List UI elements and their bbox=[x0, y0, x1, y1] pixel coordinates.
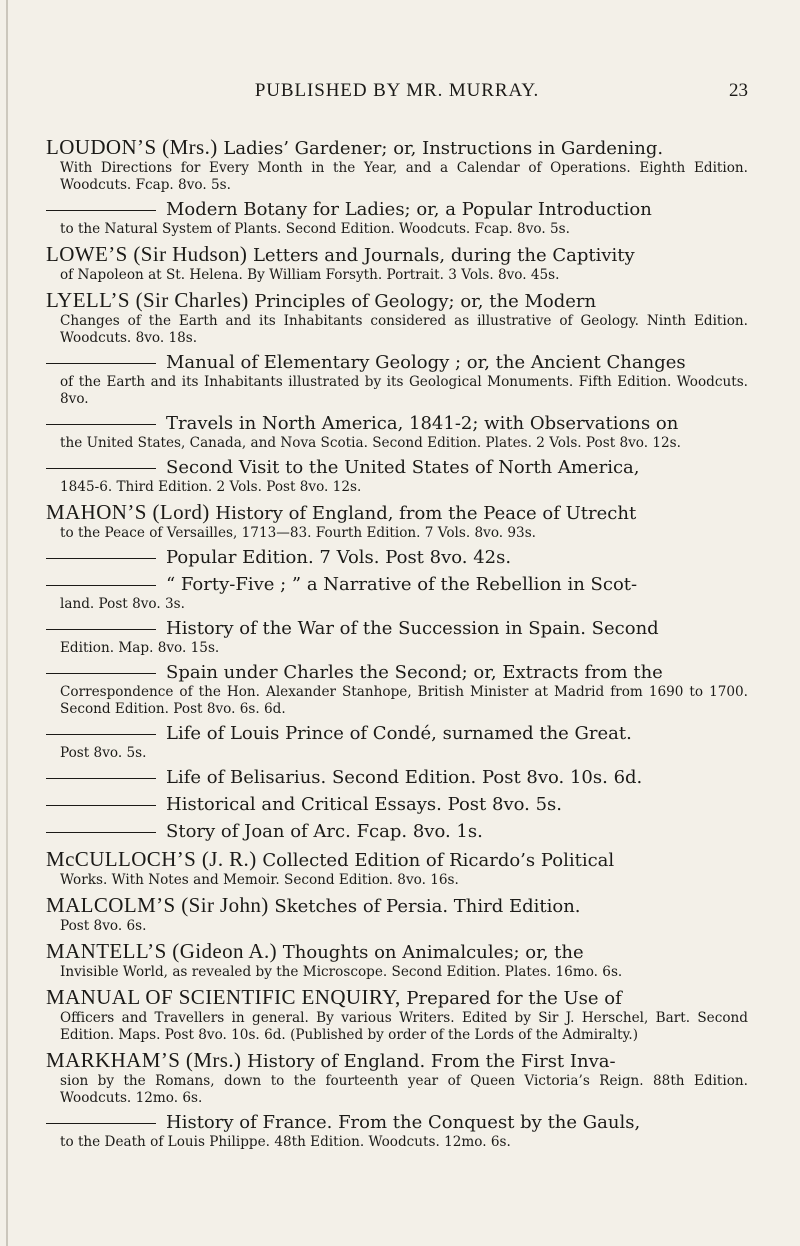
ditto-rule bbox=[46, 468, 156, 469]
entry-detail: Post 8vo. 6s. bbox=[60, 918, 147, 934]
entry-title: Story of Joan of Arc. Fcap. 8vo. 1s. bbox=[166, 821, 483, 842]
entry-title: Travels in North America, 1841-2; with Observations on bbox=[166, 413, 679, 434]
catalogue-entry bbox=[46, 848, 748, 889]
catalogue-entry bbox=[46, 547, 748, 569]
ditto-rule bbox=[46, 673, 156, 674]
entry-heading bbox=[46, 618, 748, 640]
entry-title: History of the War of the Succession in Spain. Second bbox=[166, 618, 659, 639]
entry-heading bbox=[46, 940, 748, 964]
entry-title: Prepared for the Use of bbox=[400, 988, 622, 1009]
entry-heading bbox=[46, 986, 748, 1010]
entry-detail: the United States, Canada, and Nova Scotia. Second Edition. Plates. 2 Vols. Post 8vo. 12s. bbox=[60, 435, 681, 451]
entry-detail: Post 8vo. 5s. bbox=[60, 745, 147, 761]
catalogue-entry bbox=[46, 1112, 748, 1151]
catalogue-entries bbox=[46, 136, 748, 1156]
catalogue-entry bbox=[46, 413, 748, 452]
catalogue-entry bbox=[46, 457, 748, 496]
entry-author: LYELL’S (Sir Charles) bbox=[46, 288, 249, 312]
entry-title: Historical and Critical Essays. Post 8vo. 5s. bbox=[166, 794, 562, 815]
ditto-rule bbox=[46, 424, 156, 425]
entry-heading bbox=[46, 501, 748, 525]
entry-title: History of England. From the First Inva- bbox=[241, 1051, 616, 1072]
entry-title: Life of Louis Prince of Condé, surnamed the Great. bbox=[166, 723, 632, 744]
catalogue-entry bbox=[46, 289, 748, 347]
entry-detail: of the Earth and its Inhabitants illustrated by its Geological Monuments. Fifth Edition. Woodcuts. 8vo. bbox=[60, 374, 748, 407]
ditto-rule bbox=[46, 832, 156, 833]
entry-detail: Correspondence of the Hon. Alexander Stanhope, British Minister at Madrid from 1690 to 1700. Second Edition. Post 8vo. 6s. 6d. bbox=[60, 684, 748, 717]
catalogue-entry bbox=[46, 940, 748, 981]
entry-author: MANUAL OF SCIENTIFIC ENQUIRY, bbox=[46, 985, 401, 1009]
entry-detail: Changes of the Earth and its Inhabitants considered as illustrative of Geology. Ninth Edition. Woodcuts. 8vo. 18s. bbox=[60, 313, 748, 346]
catalogue-entry bbox=[46, 618, 748, 657]
page-edge bbox=[6, 0, 8, 1246]
entry-heading bbox=[46, 289, 748, 313]
entry-heading bbox=[46, 574, 748, 596]
entry-heading bbox=[46, 352, 748, 374]
catalogue-entry bbox=[46, 821, 748, 843]
catalogue-entry bbox=[46, 501, 748, 542]
entry-heading bbox=[46, 1049, 748, 1073]
entry-title: Collected Edition of Ricardo’s Political bbox=[256, 850, 615, 871]
entry-detail: Edition. Map. 8vo. 15s. bbox=[60, 640, 220, 656]
entry-detail: 1845-6. Third Edition. 2 Vols. Post 8vo. 12s. bbox=[60, 479, 362, 495]
entry-heading bbox=[46, 199, 748, 221]
running-head bbox=[46, 78, 748, 108]
catalogue-entry bbox=[46, 352, 748, 408]
catalogue-entry bbox=[46, 1049, 748, 1107]
entry-heading bbox=[46, 821, 748, 843]
entry-title: Thoughts on Animalcules; or, the bbox=[277, 942, 584, 963]
catalogue-entry bbox=[46, 243, 748, 284]
ditto-rule bbox=[46, 734, 156, 735]
catalogue-entry bbox=[46, 199, 748, 238]
entry-title: Manual of Elementary Geology ; or, the Ancient Changes bbox=[166, 352, 686, 373]
ditto-rule bbox=[46, 210, 156, 211]
entry-heading bbox=[46, 794, 748, 816]
ditto-rule bbox=[46, 805, 156, 806]
page-number: 23 bbox=[729, 80, 748, 101]
entry-title: Life of Belisarius. Second Edition. Post 8vo. 10s. 6d. bbox=[166, 767, 643, 788]
entry-title: History of England, from the Peace of Utrecht bbox=[209, 503, 637, 524]
entry-author: MANTELL’S (Gideon A.) bbox=[46, 939, 278, 963]
entry-author: LOUDON’S (Mrs.) bbox=[46, 135, 218, 159]
catalogue-entry bbox=[46, 894, 748, 935]
entry-heading bbox=[46, 413, 748, 435]
entry-title: Sketches of Persia. Third Edition. bbox=[268, 896, 581, 917]
entry-heading bbox=[46, 662, 748, 684]
catalogue-entry bbox=[46, 574, 748, 613]
entry-detail: to the Death of Louis Philippe. 48th Edition. Woodcuts. 12mo. 6s. bbox=[60, 1134, 511, 1150]
entry-author: MARKHAM’S (Mrs.) bbox=[46, 1048, 242, 1072]
entry-title: Spain under Charles the Second; or, Extracts from the bbox=[166, 662, 663, 683]
entry-author: LOWE’S (Sir Hudson) bbox=[46, 242, 248, 266]
entry-detail: of Napoleon at St. Helena. By William Forsyth. Portrait. 3 Vols. 8vo. 45s. bbox=[60, 267, 560, 283]
catalogue-entry bbox=[46, 986, 748, 1044]
catalogue-entry bbox=[46, 136, 748, 194]
running-head-title: PUBLISHED BY MR. MURRAY. bbox=[254, 80, 540, 101]
ditto-rule bbox=[46, 629, 156, 630]
ditto-rule bbox=[46, 363, 156, 364]
catalogue-entry bbox=[46, 794, 748, 816]
entry-heading bbox=[46, 457, 748, 479]
entry-heading bbox=[46, 723, 748, 745]
entry-detail: to the Natural System of Plants. Second Edition. Woodcuts. Fcap. 8vo. 5s. bbox=[60, 221, 570, 237]
entry-detail: Invisible World, as revealed by the Microscope. Second Edition. Plates. 16mo. 6s. bbox=[60, 964, 623, 980]
ditto-rule bbox=[46, 585, 156, 586]
book-page bbox=[46, 78, 748, 1150]
catalogue-entry bbox=[46, 723, 748, 762]
entry-title: History of France. From the Conquest by the Gauls, bbox=[166, 1112, 641, 1133]
entry-title: Second Visit to the United States of North America, bbox=[166, 457, 640, 478]
catalogue-entry bbox=[46, 767, 748, 789]
entry-heading bbox=[46, 136, 748, 160]
catalogue-entry bbox=[46, 662, 748, 718]
ditto-rule bbox=[46, 558, 156, 559]
entry-title: “ Forty-Five ; ” a Narrative of the Rebellion in Scot- bbox=[166, 574, 638, 595]
ditto-rule bbox=[46, 1123, 156, 1124]
entry-detail: sion by the Romans, down to the fourteenth year of Queen Victoria’s Reign. 88th Edition. Woodcuts. 12mo. 6s. bbox=[60, 1073, 748, 1106]
entry-title: Principles of Geology; or, the Modern bbox=[248, 291, 597, 312]
entry-detail: Officers and Travellers in general. By various Writers. Edited by Sir J. Herschel, Bart. Second Edition. Maps. Post 8vo. 10s. 6d. (Published by order of the Lords of the Admiralty.) bbox=[60, 1010, 748, 1043]
entry-detail: Works. With Notes and Memoir. Second Edition. 8vo. 16s. bbox=[60, 872, 459, 888]
entry-title: Popular Edition. 7 Vols. Post 8vo. 42s. bbox=[166, 547, 512, 568]
entry-heading bbox=[46, 894, 748, 918]
ditto-rule bbox=[46, 778, 156, 779]
entry-heading bbox=[46, 1112, 748, 1134]
entry-heading bbox=[46, 547, 748, 569]
entry-detail: land. Post 8vo. 3s. bbox=[60, 596, 185, 612]
entry-heading bbox=[46, 243, 748, 267]
entry-heading bbox=[46, 767, 748, 789]
entry-title: Modern Botany for Ladies; or, a Popular Introduction bbox=[166, 199, 652, 220]
entry-author: McCULLOCH’S (J. R.) bbox=[46, 847, 257, 871]
entry-title: Ladies’ Gardener; or, Instructions in Gardening. bbox=[217, 138, 664, 159]
entry-author: MAHON’S (Lord) bbox=[46, 500, 210, 524]
entry-detail: With Directions for Every Month in the Year, and a Calendar of Operations. Eighth Edition. Woodcuts. Fcap. 8vo. 5s. bbox=[60, 160, 748, 193]
entry-author: MALCOLM’S (Sir John) bbox=[46, 893, 269, 917]
entry-detail: to the Peace of Versailles, 1713—83. Fourth Edition. 7 Vols. 8vo. 93s. bbox=[60, 525, 537, 541]
entry-heading bbox=[46, 848, 748, 872]
entry-title: Letters and Journals, during the Captivity bbox=[247, 245, 635, 266]
